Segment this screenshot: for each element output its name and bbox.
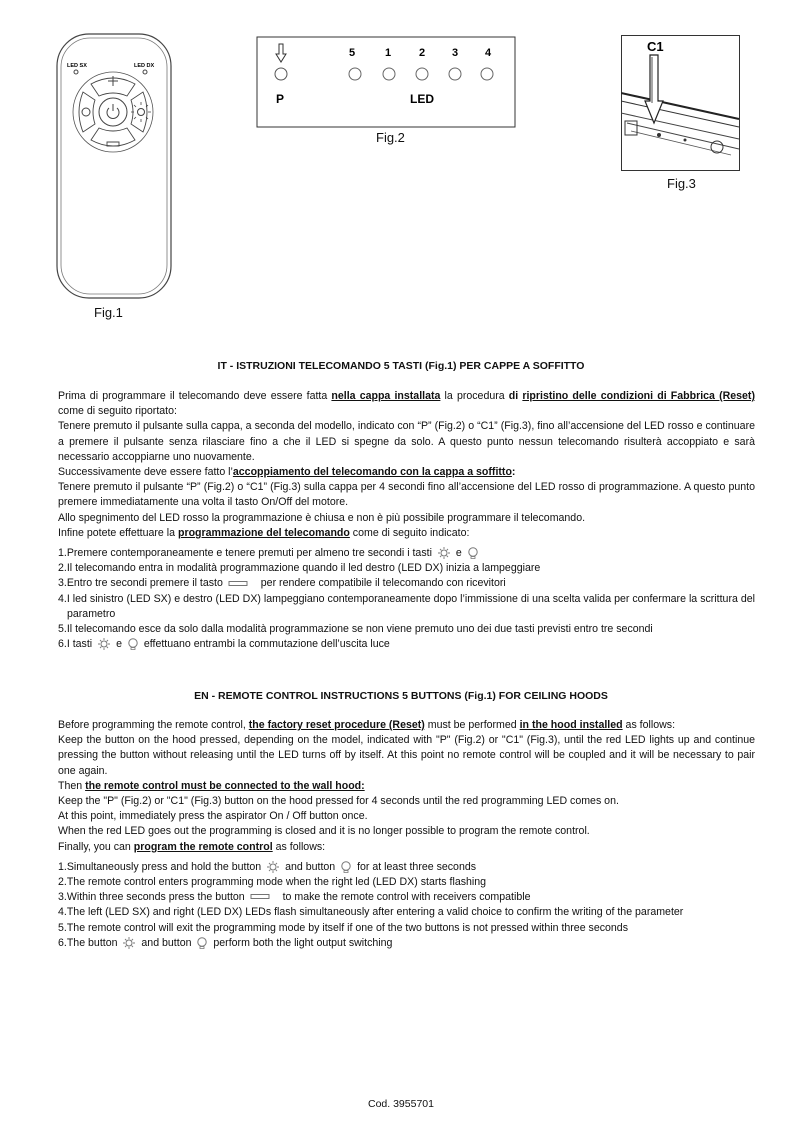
italian-instructions [58,389,755,652]
list-item: 4.The left (LED SX) and right (LED DX) LEDs flash simultaneously after entering a valid choice to confirm the writing of the parameter [58,906,684,919]
italian-title: IT - ISTRUZIONI TELECOMANDO 5 TASTI (Fig.1) PER CAPPE A SOFFITTO [217,360,585,372]
led-sx-label: LED SX [67,63,87,69]
list-item: 6.The button and button perform both the light output switching [58,936,393,949]
paragraph: Before programming the remote control, the factory reset procedure (Reset) must be performed in the hood installed as follows: [58,719,676,731]
led-number: 2 [418,47,426,59]
paragraph: Tenere premuto il pulsante “P” (Fig.2) o “C1” (Fig.3) sulla cappa per 4 secondi fino all’accensione del LED rosso di programmazione. A questo punto premere immediatamente una volta il tasto On/Off del motore. [58,481,755,509]
light-bulb-icon [340,860,352,874]
led-number: 5 [348,47,356,59]
led-indicator [383,68,395,80]
light-rays-icon [138,109,145,116]
english-title: EN - REMOTE CONTROL INSTRUCTIONS 5 BUTTONS (Fig.1) FOR CEILING HOODS [194,690,608,702]
figure-3 [621,35,740,171]
list-item: 5.Il telecomando esce da solo dalla modalità programmazione se non viene premuto uno dei due tasti previsti entro tre secondi [58,623,653,636]
minus-button-icon [250,893,270,901]
fig1-caption: Fig.1 [94,305,123,320]
english-instructions [58,718,755,951]
figure-2 [256,36,516,128]
light-bulb-icon [467,546,479,560]
led-number: 4 [484,47,492,59]
italian-steps [58,546,755,652]
list-item: 6.I tasti e effettuano entrambi la commutazione dell’uscita luce [58,638,390,651]
paragraph: Finally, you can program the remote control as follows: [58,840,326,853]
light-rays-icon [97,637,111,651]
paragraph: Keep the button on the hood pressed, depending on the model, indicated with "P" (Fig.2) or "C1" (Fig.3), until the red LED lights up and continue pressing the button without releasing until the LED turns off by itself. At this point no remote control will be coupled and it will be necessary to pair one again. [58,734,755,777]
list-item: 1.Simultaneously press and hold the button and button for at least three seconds [58,860,477,873]
product-code: Cod. 3955701 [368,1098,434,1110]
led-number: 1 [384,47,392,59]
paragraph: Allo spegnimento del LED rosso la programmazione è chiusa e non è più possibile programmare il telecomando. [58,511,586,524]
paragraph: Successivamente deve essere fatto l’accoppiamento del telecomando con la cappa a soffitto: [58,466,516,479]
list-item: 5.The remote control will exit the programming mode by itself if one of the two buttons is not pressed within three seconds [58,921,628,934]
c1-label: C1 [647,39,664,54]
led-label: LED [410,92,434,106]
led-number: 3 [451,47,459,59]
led-indicator [481,68,493,80]
light-rays-icon [437,546,451,560]
led-indicator [416,68,428,80]
led-indicator [349,68,361,80]
paragraph: Infine potete effettuare la programmazione del telecomando come di seguito indicato: [58,526,470,539]
list-item: 1.Premere contemporaneamente e tenere premuti per almeno tre secondi i tasti e [58,546,755,561]
list-item: 2.Il telecomando entra in modalità programmazione quando il led destro (LED DX) inizia a lampeggiare [58,562,541,575]
light-rays-icon [266,860,280,874]
fig3-caption: Fig.3 [667,176,696,191]
list-item: 3.Entro tre secondi premere il tasto per rendere compatibile il telecomando con ricevitori [58,577,506,590]
light-bulb-icon [127,637,139,651]
list-item: 3.Within three seconds press the button to make the remote control with receivers compatible [58,891,531,904]
list-item: 4.I led sinistro (LED SX) e destro (LED DX) lampeggiano contemporaneamente dopo l’immissione di una scelta valida per confermare la scrittura del parametro [58,592,755,620]
list-item: 2.The remote control enters programming mode when the right led (LED DX) starts flashing [58,876,487,889]
english-steps [58,860,755,951]
plus-icon [108,76,118,86]
paragraph: When the red LED goes out the programming is closed and it is no longer possible to program the remote control. [58,825,590,838]
paragraph: Then the remote control must be connected to the wall hood: [58,779,365,792]
press-arrow-icon [276,44,286,62]
led-dx-label: LED DX [134,63,155,69]
paragraph: Keep the "P" (Fig.2) or "C1" (Fig.3) button on the hood pressed for 4 seconds until the red programming LED comes on. [58,795,619,808]
p-label: P [276,92,285,106]
led-indicator [449,68,461,80]
p-button [275,68,287,80]
paragraph: At this point, immediately press the aspirator On / Off button once. [58,810,368,823]
paragraph: Prima di programmare il telecomando deve essere fatta nella cappa installata la procedura di ripristino delle condizioni di Fabbrica (Reset) come di seguito riportato: [58,390,755,418]
fig2-caption: Fig.2 [376,130,405,145]
light-rays-icon [122,936,136,950]
paragraph: Tenere premuto il pulsante sulla cappa, a seconda del modello, indicato con “P” (Fig.2) o “C1” (Fig.3), fino all’accensione del LED rosso e continuare a premere il pulsante senza rilasciare fino a che il LED si spegne da solo. A questo punto nessun telecomando risulterà accoppiato e sarà necessario accoppiarne uno nuovamente. [58,420,755,463]
minus-button-icon [228,580,248,588]
light-bulb-icon [196,936,208,950]
remote-control-drawing [55,32,175,302]
figure-1 [55,32,175,302]
light-bulb-icon [82,108,90,116]
